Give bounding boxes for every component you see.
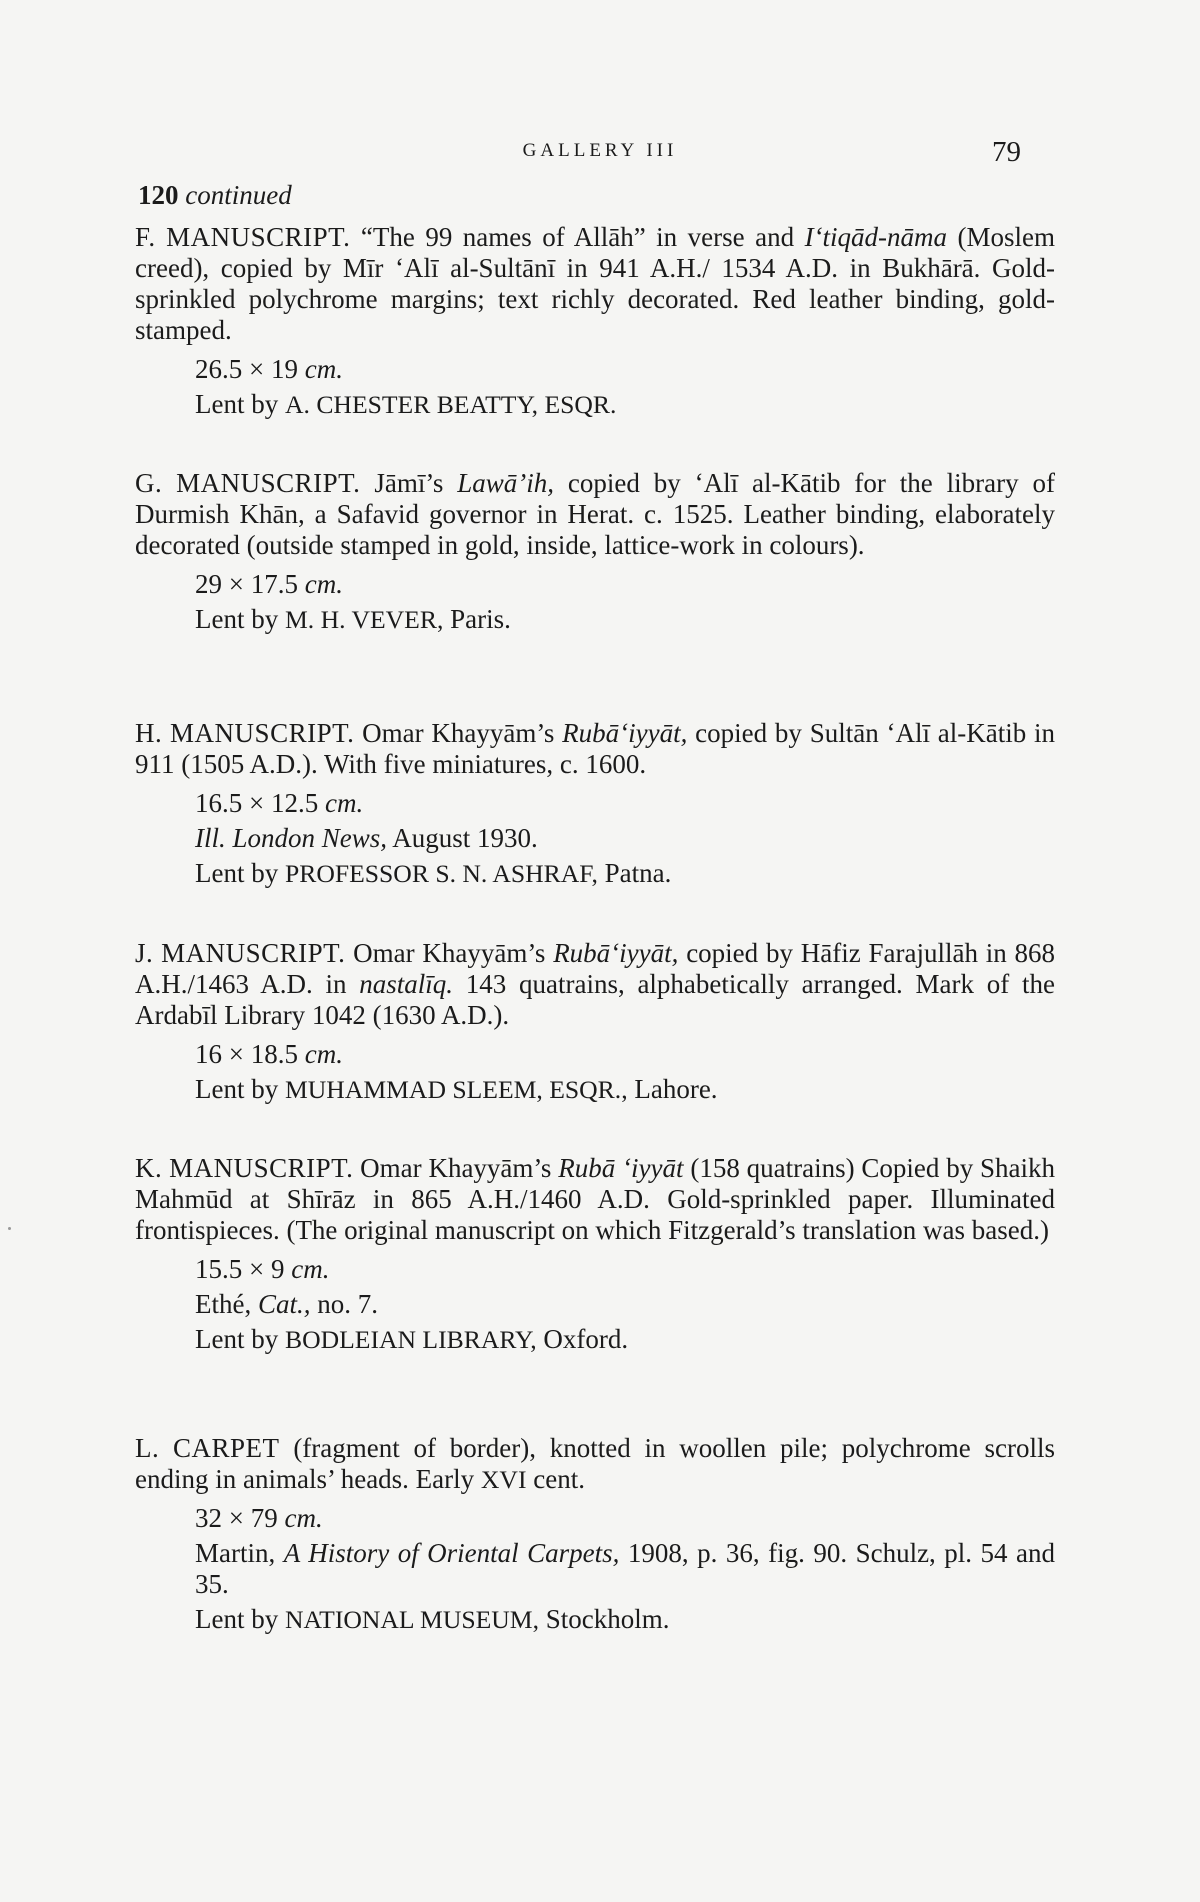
continued-label: continued xyxy=(185,180,292,210)
entry-letter: F. xyxy=(135,222,156,252)
entry-text: copied by Sultān ‘Alī al-Kātib in 911 (1505 A.D.). With five miniatures, c. 1600. xyxy=(135,718,1056,779)
entry-reference: Ethé, Cat., no. 7. xyxy=(195,1289,378,1319)
entry-text: Omar Khayyām’s xyxy=(360,1153,559,1183)
entry-letter: K. xyxy=(135,1153,163,1183)
entry-text: cent. xyxy=(526,1464,585,1494)
entry-lender: Lent by A. CHESTER BEATTY, ESQR. xyxy=(195,389,617,419)
continued-heading xyxy=(138,180,292,211)
entry-text: (158 quatrains) Copied by Shaikh Mahmūd at Shīrāz in 865 A.H./1460 A.D. Gold-sprinkled paper. Illuminated frontispieces. (The original manuscript on which Fitzgerald’s translation was based.) xyxy=(135,1153,1056,1245)
entry-heading: CARPET xyxy=(173,1433,280,1463)
entry-heading: MANUSCRIPT. xyxy=(161,938,346,968)
entry-letter: G. xyxy=(135,468,163,498)
entry-dimensions: 15.5 × 9 cm. xyxy=(195,1254,330,1284)
entry-text: Jāmī’s xyxy=(374,468,458,498)
entry-description xyxy=(135,1433,1055,1495)
entry-lender: Lent by PROFESSOR S. N. ASHRAF, Patna. xyxy=(195,858,672,888)
entry-text: 143 quatrains, alphabetically arranged. Mark of the Ardabīl Library 1042 (1630 A.D.). xyxy=(135,969,1055,1030)
entry-dimensions: 16.5 × 12.5 cm. xyxy=(195,788,364,818)
entry-dimensions: 29 × 17.5 cm. xyxy=(195,569,343,599)
entry-dimensions: 32 × 79 cm. xyxy=(195,1503,323,1533)
entry-number: 120 xyxy=(138,180,179,210)
entry-dimensions: 26.5 × 19 cm. xyxy=(195,354,343,384)
entry-text: (Moslem creed), copied by Mīr ‘Alī al-Sultānī in 941 A.H./ 1534 A.D. in Bukhārā. Gold-sprinkled polychrome margins; text richly decorated. Red leather binding, gold-stamped. xyxy=(135,222,1056,345)
entry-term-italic: nastalīq. xyxy=(359,969,453,999)
entry-description xyxy=(135,468,1055,561)
catalogue-entry-l xyxy=(135,1433,1055,1635)
entry-lender: Lent by MUHAMMAD SLEEM, ESQR., Lahore. xyxy=(195,1074,718,1104)
catalogue-entry-g xyxy=(135,468,1055,635)
entry-text: (fragment of border), knotted in woollen pile; polychrome scrolls ending in animals’ heads. Early xyxy=(135,1433,1055,1494)
entry-letter: H. xyxy=(135,718,163,748)
catalogue-entry-f xyxy=(135,222,1055,420)
entry-heading: MANUSCRIPT. xyxy=(169,1153,354,1183)
entry-title-italic: I‘tiqād-nāma xyxy=(804,222,948,252)
entry-title-italic: Lawā’ih, xyxy=(457,468,555,498)
catalogue-entry-k xyxy=(135,1153,1055,1355)
entry-text: Omar Khayyām’s xyxy=(353,938,554,968)
page-number: 79 xyxy=(992,136,1021,168)
running-header: GALLERY III xyxy=(522,140,678,161)
entry-text: Omar Khayyām’s xyxy=(362,718,563,748)
entry-lender: Lent by M. H. VEVER, Paris. xyxy=(195,604,511,634)
entry-title-italic: Rubā ‘iyyāt xyxy=(558,1153,684,1183)
entry-description xyxy=(135,938,1055,1031)
entry-title-italic: Rubā‘iyyāt, xyxy=(553,938,679,968)
entry-lender: Lent by BODLEIAN LIBRARY, Oxford. xyxy=(195,1324,629,1354)
entry-letter: J. xyxy=(135,938,154,968)
entry-description xyxy=(135,222,1055,346)
entry-description xyxy=(135,718,1055,780)
entry-heading: MANUSCRIPT. xyxy=(170,718,355,748)
paper-speck xyxy=(8,1227,11,1230)
entry-lender: Lent by NATIONAL MUSEUM, Stockholm. xyxy=(195,1604,670,1634)
catalogue-entry-j xyxy=(135,938,1055,1105)
catalogue-entry-h xyxy=(135,718,1055,889)
entry-text: copied by ‘Alī al-Kātib for the library of Durmish Khān, a Safavid governor in Herat. c. 1525. Leather binding, elaborately decorated (outside stamped in gold, inside, lattice-work in colours). xyxy=(135,468,1055,560)
entry-description xyxy=(135,1153,1055,1246)
entry-reference: Martin, A History of Oriental Carpets, 1908, p. 36, fig. 90. Schulz, pl. 54 and 35. xyxy=(195,1538,1055,1599)
entry-dimensions: 16 × 18.5 cm. xyxy=(195,1039,343,1069)
entry-heading: MANUSCRIPT. xyxy=(166,222,351,252)
entry-reference: Ill. London News, August 1930. xyxy=(195,823,538,853)
entry-letter: L. xyxy=(135,1433,160,1463)
entry-text: “The 99 names of Allāh” in verse and xyxy=(360,222,805,252)
entry-title-italic: Rubā‘iyyāt, xyxy=(562,718,688,748)
century-numeral: XVI xyxy=(480,1465,527,1494)
entry-heading: MANUSCRIPT. xyxy=(176,468,361,498)
entry-text: copied by Hāfiz Farajullāh in 868 A.H./1463 A.D. in xyxy=(135,938,1056,999)
